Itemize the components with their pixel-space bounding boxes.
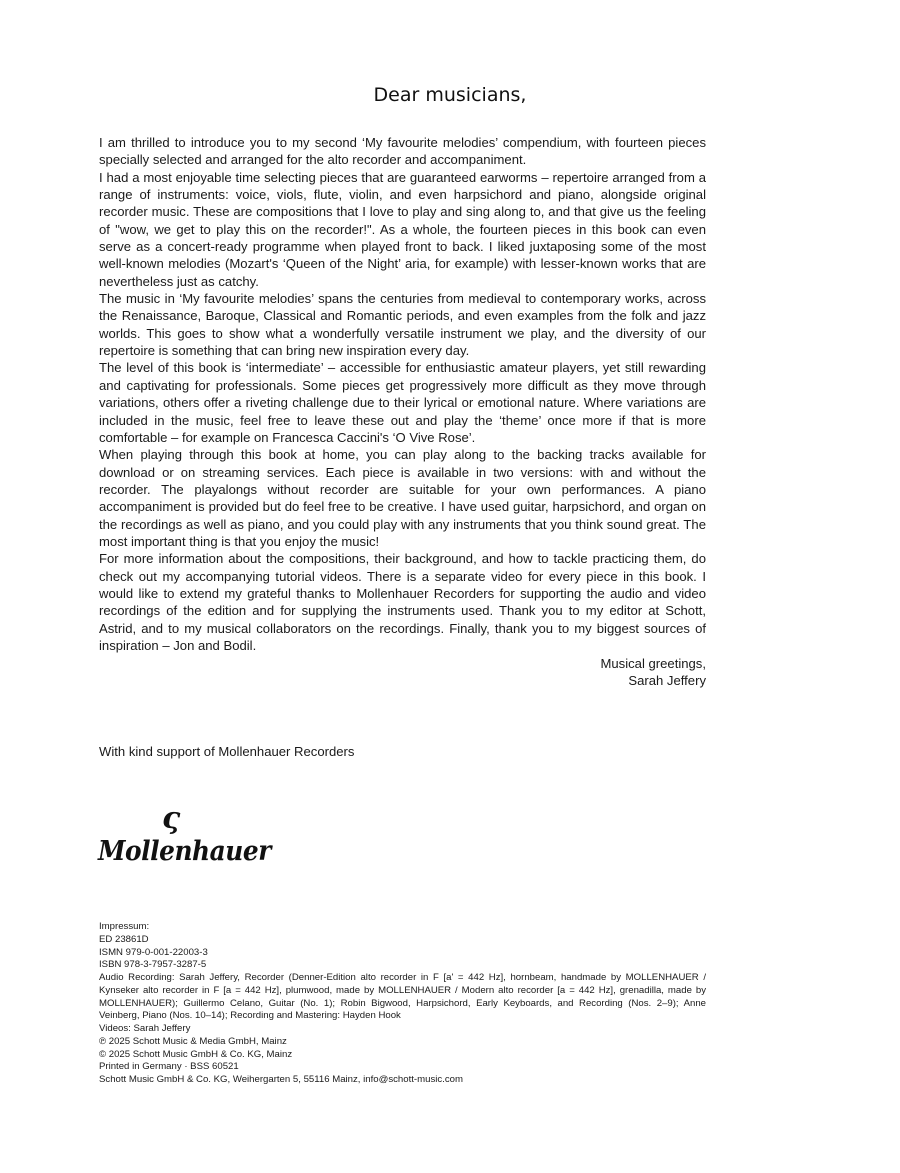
- letter-paragraph: I had a most enjoyable time selecting pieces that are guaranteed earworms – repertoire arranged from a range of instruments: voice, viols, flute, violin, and even harpsichord and piano, alongside original recorder music. These are compositions that I love to play and sing along to, and that give us the feeling of "wow, we get to play this on the recorder!". As a whole, the fourteen pieces in this book can even serve as a concert-ready programme when played front to back. I liked juxtaposing some of the most well-known melodies (Mozart's ‘Queen of the Night’ aria, for example) with lesser-known works that are nevertheless just as catchy.: [99, 169, 706, 289]
- edition-number: ED 23861D: [99, 933, 149, 945]
- letter-paragraph: When playing through this book at home, you can play along to the backing tracks available for download or on streaming services. Each piece is available in two versions: with and without the recorder. The playalongs without recorder are suitable for your own performances. A piano accompaniment is provided but do feel free to be creative. I have used guitar, harpsichord, and organ on the recordings as well as piano, and you could play with any instruments that you think sound great. The most important thing is that you enjoy the music!: [99, 447, 706, 549]
- letter-signoff: [99, 655, 706, 690]
- signature: Sarah Jeffery: [628, 673, 706, 689]
- mollenhauer-emblem-icon: ς: [162, 801, 181, 836]
- copyright-notice: © 2025 Schott Music GmbH & Co. KG, Mainz: [99, 1048, 293, 1060]
- isbn: ISBN 978-3-7957-3287-5: [99, 959, 207, 971]
- printed-notice: Printed in Germany · BSS 60521: [99, 1061, 239, 1073]
- mollenhauer-wordmark: Mollenhauer: [98, 836, 271, 867]
- letter-paragraph: I am thrilled to introduce you to my second ‘My favourite melodies’ compendium, with fourteen pieces specially selected and arranged for the alto recorder and accompaniment.: [99, 135, 706, 168]
- audio-recording-credits: Audio Recording: Sarah Jeffery, Recorder (Denner-Edition alto recorder in F [a' = 442 Hz], hornbeam, handmade by MOLLENHAUER / Kynseker alto recorder in F [a = 442 Hz], plumwood, made by MOLLENHAUER / Modern alto recorder [a = 442 Hz], grenadilla, made by MOLLENHAUER); Guillermo Celano, Guitar (No. 1); Robin Bigwood, Harpsichord, Early Keyboards, and Recording (Nos. 2–9); Anne Veinberg, Piano (Nos. 10–14); Recording and Mastering: Hayden Hook: [99, 972, 706, 1022]
- publisher-address: Schott Music GmbH & Co. KG, Weihergarten 5, 55116 Mainz, info@schott-music.com: [99, 1074, 463, 1085]
- letter-body: [99, 134, 706, 654]
- letter-paragraph: For more information about the compositions, their background, and how to tackle practicing them, do check out my accompanying tutorial videos. There is a separate video for every piece in this book. I would like to extend my grateful thanks to Mollenhauer Recorders for supporting the audio and video recordings of the edition and for supplying the instruments used. Thank you to my editor at Schott, Astrid, and to my musical collaborators on the recordings. Finally, thank you to my biggest sources of inspiration – Jon and Bodil.: [99, 551, 706, 653]
- mollenhauer-logo: [98, 801, 271, 873]
- impressum-heading: Impressum:: [99, 921, 150, 932]
- video-credits: Videos: Sarah Jeffery: [99, 1023, 191, 1034]
- support-note: With kind support of Mollenhauer Recorders: [99, 744, 355, 759]
- impressum: [99, 921, 706, 1087]
- letter-paragraph: The music in ‘My favourite melodies’ spans the centuries from medieval to contemporary works, across the Renaissance, Baroque, Classical and Romantic periods, and even examples from the folk and jazz worlds. This goes to show what a wonderfully versatile instrument we play, and the diversity of our repertoire is something that can bring new inspiration every day.: [99, 291, 706, 359]
- phonogram-notice: ℗ 2025 Schott Music & Media GmbH, Mainz: [99, 1035, 287, 1047]
- closing-text: Musical greetings,: [600, 656, 706, 671]
- ismn: ISMN 979-0-001-22003-3: [99, 946, 208, 958]
- letter-paragraph: The level of this book is ‘intermediate’ – accessible for enthusiastic amateur players, yet still rewarding and captivating for professionals. Some pieces get progressively more difficult as they move through variations, others offer a riveting challenge due to their lyrical or emotional nature. Where variations are included in the music, feel free to leave these out and play the ‘theme’ once more if that is more comfortable – for example on Francesca Caccini's ‘O Vive Rose’.: [99, 360, 706, 445]
- letter-title: Dear musicians,: [373, 84, 527, 106]
